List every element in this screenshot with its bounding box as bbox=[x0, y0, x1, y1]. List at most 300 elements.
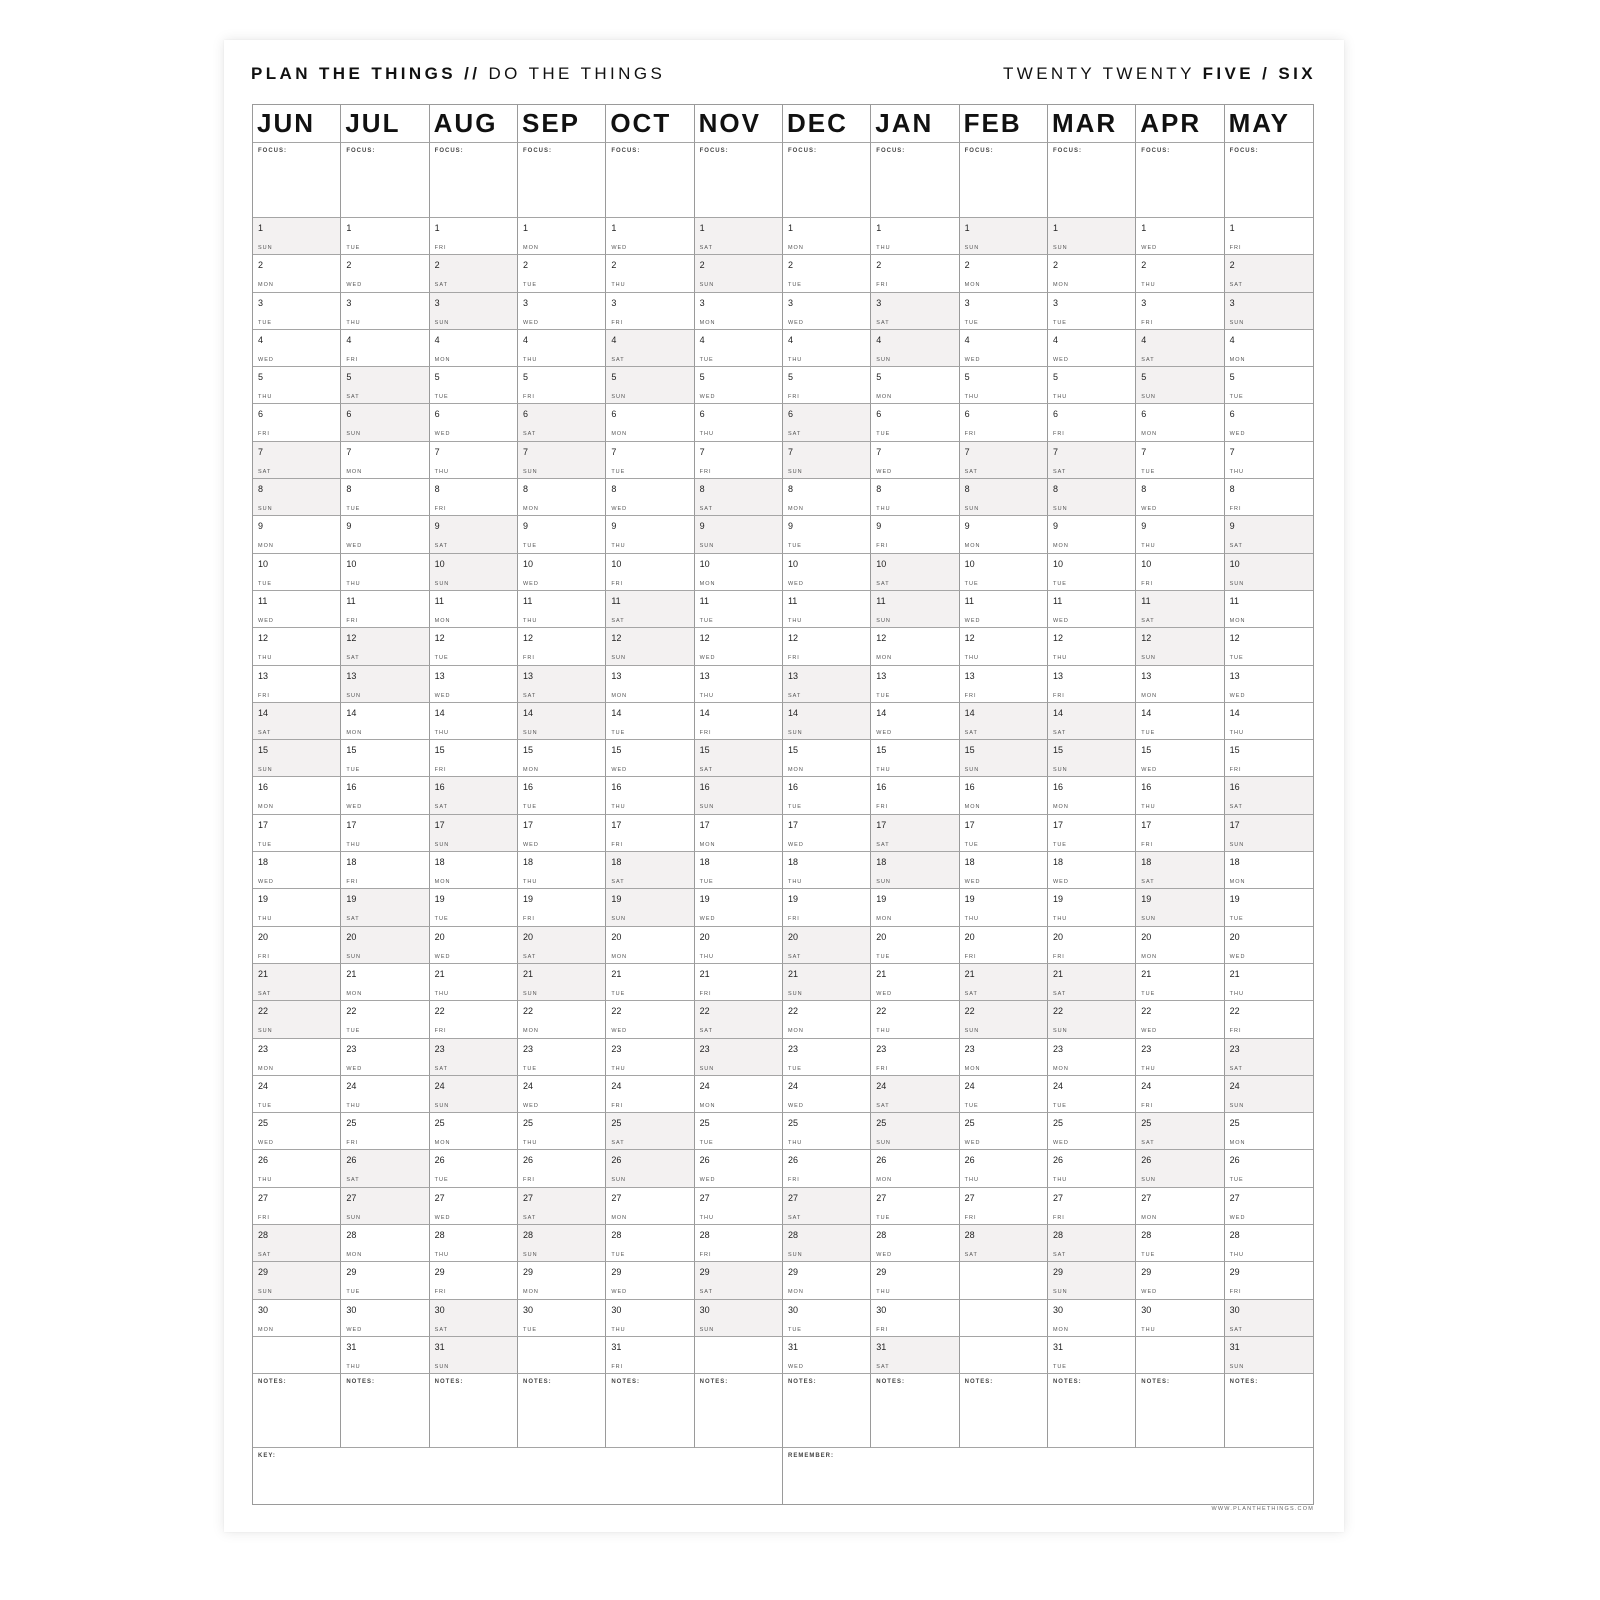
day-cell[interactable] bbox=[1225, 1076, 1313, 1113]
notes-box-dec[interactable] bbox=[783, 1374, 871, 1448]
day-cell[interactable] bbox=[1048, 852, 1136, 889]
day-cell[interactable] bbox=[518, 628, 606, 665]
day-cell[interactable] bbox=[783, 1150, 871, 1187]
day-cell[interactable] bbox=[606, 516, 694, 553]
day-cell[interactable] bbox=[1225, 293, 1313, 330]
day-cell[interactable] bbox=[606, 666, 694, 703]
day-cell[interactable] bbox=[1136, 404, 1224, 441]
focus-box-aug[interactable] bbox=[430, 143, 518, 218]
day-cell[interactable] bbox=[1225, 964, 1313, 1001]
day-cell[interactable] bbox=[783, 516, 871, 553]
day-cell[interactable] bbox=[253, 964, 341, 1001]
day-cell[interactable] bbox=[783, 330, 871, 367]
day-cell[interactable] bbox=[1225, 1113, 1313, 1150]
day-cell[interactable] bbox=[606, 1188, 694, 1225]
day-cell[interactable] bbox=[1225, 479, 1313, 516]
day-cell[interactable] bbox=[1225, 404, 1313, 441]
day-cell[interactable] bbox=[960, 367, 1048, 404]
day-cell[interactable] bbox=[606, 889, 694, 926]
day-cell[interactable] bbox=[1136, 703, 1224, 740]
day-cell[interactable] bbox=[783, 1225, 871, 1262]
day-cell[interactable] bbox=[1225, 777, 1313, 814]
day-cell[interactable] bbox=[430, 442, 518, 479]
day-cell[interactable] bbox=[606, 1039, 694, 1076]
day-cell[interactable] bbox=[518, 740, 606, 777]
day-cell[interactable] bbox=[1048, 516, 1136, 553]
day-cell[interactable] bbox=[518, 554, 606, 591]
day-cell[interactable] bbox=[1225, 516, 1313, 553]
day-cell[interactable] bbox=[518, 330, 606, 367]
day-cell[interactable] bbox=[695, 852, 783, 889]
day-cell[interactable] bbox=[695, 1039, 783, 1076]
day-cell[interactable] bbox=[783, 218, 871, 255]
day-cell[interactable] bbox=[606, 777, 694, 814]
day-cell[interactable] bbox=[1136, 293, 1224, 330]
day-cell[interactable] bbox=[253, 1039, 341, 1076]
day-cell[interactable] bbox=[253, 1300, 341, 1337]
day-cell[interactable] bbox=[430, 740, 518, 777]
day-cell[interactable] bbox=[1048, 777, 1136, 814]
day-cell[interactable] bbox=[606, 554, 694, 591]
day-cell[interactable] bbox=[253, 1113, 341, 1150]
day-cell[interactable] bbox=[606, 404, 694, 441]
notes-box-feb[interactable] bbox=[960, 1374, 1048, 1448]
focus-box-jan[interactable] bbox=[871, 143, 959, 218]
notes-box-sep[interactable] bbox=[518, 1374, 606, 1448]
day-cell[interactable] bbox=[341, 889, 429, 926]
day-cell[interactable] bbox=[430, 293, 518, 330]
day-cell[interactable] bbox=[606, 479, 694, 516]
day-cell[interactable] bbox=[695, 740, 783, 777]
day-cell[interactable] bbox=[341, 815, 429, 852]
day-cell[interactable] bbox=[430, 367, 518, 404]
day-cell[interactable] bbox=[960, 479, 1048, 516]
day-cell[interactable] bbox=[606, 1150, 694, 1187]
day-cell[interactable] bbox=[341, 777, 429, 814]
day-cell[interactable] bbox=[871, 777, 959, 814]
day-cell[interactable] bbox=[1048, 1262, 1136, 1299]
day-cell[interactable] bbox=[1048, 1188, 1136, 1225]
day-cell[interactable] bbox=[1225, 1001, 1313, 1038]
day-cell[interactable] bbox=[1136, 1262, 1224, 1299]
day-cell[interactable] bbox=[1136, 852, 1224, 889]
day-cell[interactable] bbox=[1225, 889, 1313, 926]
day-cell[interactable] bbox=[341, 218, 429, 255]
day-cell[interactable] bbox=[606, 1113, 694, 1150]
day-cell[interactable] bbox=[606, 815, 694, 852]
day-cell[interactable] bbox=[695, 889, 783, 926]
day-cell[interactable] bbox=[1048, 442, 1136, 479]
day-cell[interactable] bbox=[341, 1337, 429, 1374]
day-cell[interactable] bbox=[960, 815, 1048, 852]
day-cell[interactable] bbox=[1048, 1225, 1136, 1262]
day-cell[interactable] bbox=[960, 293, 1048, 330]
day-cell[interactable] bbox=[606, 740, 694, 777]
day-cell[interactable] bbox=[518, 1113, 606, 1150]
day-cell[interactable] bbox=[783, 740, 871, 777]
day-cell[interactable] bbox=[341, 404, 429, 441]
day-cell[interactable] bbox=[430, 964, 518, 1001]
day-cell[interactable] bbox=[783, 404, 871, 441]
day-cell[interactable] bbox=[1048, 255, 1136, 292]
day-cell[interactable] bbox=[253, 666, 341, 703]
day-cell[interactable] bbox=[871, 703, 959, 740]
day-cell[interactable] bbox=[695, 964, 783, 1001]
day-cell[interactable] bbox=[518, 367, 606, 404]
day-cell[interactable] bbox=[695, 330, 783, 367]
day-cell[interactable] bbox=[1225, 1225, 1313, 1262]
day-cell[interactable] bbox=[253, 442, 341, 479]
day-cell[interactable] bbox=[871, 255, 959, 292]
day-cell[interactable] bbox=[430, 1113, 518, 1150]
day-cell[interactable] bbox=[253, 255, 341, 292]
day-cell[interactable] bbox=[1136, 1039, 1224, 1076]
day-cell[interactable] bbox=[1136, 442, 1224, 479]
day-cell[interactable] bbox=[783, 1039, 871, 1076]
day-cell[interactable] bbox=[871, 666, 959, 703]
day-cell[interactable] bbox=[341, 852, 429, 889]
day-cell[interactable] bbox=[783, 1188, 871, 1225]
day-cell[interactable] bbox=[960, 1001, 1048, 1038]
day-cell[interactable] bbox=[960, 1039, 1048, 1076]
day-cell[interactable] bbox=[871, 1262, 959, 1299]
day-cell[interactable] bbox=[1048, 330, 1136, 367]
day-cell[interactable] bbox=[1136, 516, 1224, 553]
day-cell[interactable] bbox=[960, 777, 1048, 814]
day-cell[interactable] bbox=[960, 889, 1048, 926]
day-cell[interactable] bbox=[430, 628, 518, 665]
notes-box-aug[interactable] bbox=[430, 1374, 518, 1448]
day-cell[interactable] bbox=[341, 740, 429, 777]
day-cell[interactable] bbox=[606, 1076, 694, 1113]
day-cell[interactable] bbox=[341, 666, 429, 703]
day-cell[interactable] bbox=[518, 1188, 606, 1225]
day-cell[interactable] bbox=[606, 255, 694, 292]
day-cell[interactable] bbox=[430, 1039, 518, 1076]
day-cell[interactable] bbox=[518, 1039, 606, 1076]
day-cell[interactable] bbox=[1048, 554, 1136, 591]
day-cell[interactable] bbox=[960, 218, 1048, 255]
day-cell[interactable] bbox=[253, 479, 341, 516]
day-cell[interactable] bbox=[1225, 367, 1313, 404]
day-cell[interactable] bbox=[341, 442, 429, 479]
day-cell[interactable] bbox=[1048, 1337, 1136, 1374]
day-cell[interactable] bbox=[783, 479, 871, 516]
day-cell[interactable] bbox=[518, 1300, 606, 1337]
day-cell[interactable] bbox=[518, 852, 606, 889]
day-cell[interactable] bbox=[430, 218, 518, 255]
day-cell[interactable] bbox=[783, 927, 871, 964]
day-cell[interactable] bbox=[695, 1188, 783, 1225]
day-cell[interactable] bbox=[1136, 591, 1224, 628]
day-cell[interactable] bbox=[1136, 1225, 1224, 1262]
day-cell[interactable] bbox=[695, 293, 783, 330]
day-cell[interactable] bbox=[1136, 554, 1224, 591]
day-cell[interactable] bbox=[1225, 1188, 1313, 1225]
day-cell[interactable] bbox=[1225, 1262, 1313, 1299]
day-cell[interactable] bbox=[518, 1076, 606, 1113]
day-cell[interactable] bbox=[518, 927, 606, 964]
day-cell[interactable] bbox=[1225, 1300, 1313, 1337]
day-cell[interactable] bbox=[960, 1113, 1048, 1150]
day-cell[interactable] bbox=[1225, 815, 1313, 852]
notes-box-apr[interactable] bbox=[1136, 1374, 1224, 1448]
day-cell[interactable] bbox=[253, 591, 341, 628]
day-cell[interactable] bbox=[518, 404, 606, 441]
day-cell[interactable] bbox=[783, 1113, 871, 1150]
day-cell[interactable] bbox=[871, 1113, 959, 1150]
day-cell[interactable] bbox=[606, 591, 694, 628]
day-cell[interactable] bbox=[1136, 330, 1224, 367]
day-cell[interactable] bbox=[518, 516, 606, 553]
day-cell[interactable] bbox=[606, 218, 694, 255]
day-cell[interactable] bbox=[430, 1188, 518, 1225]
day-cell[interactable] bbox=[871, 330, 959, 367]
day-cell[interactable] bbox=[1048, 218, 1136, 255]
day-cell[interactable] bbox=[695, 927, 783, 964]
day-cell[interactable] bbox=[871, 591, 959, 628]
day-cell[interactable] bbox=[695, 479, 783, 516]
day-cell[interactable] bbox=[960, 255, 1048, 292]
day-cell[interactable] bbox=[695, 666, 783, 703]
day-cell[interactable] bbox=[253, 740, 341, 777]
day-cell[interactable] bbox=[430, 852, 518, 889]
day-cell[interactable] bbox=[695, 218, 783, 255]
day-cell[interactable] bbox=[1048, 1039, 1136, 1076]
day-cell[interactable] bbox=[783, 255, 871, 292]
day-cell[interactable] bbox=[871, 1337, 959, 1374]
day-cell[interactable] bbox=[1136, 1188, 1224, 1225]
day-cell[interactable] bbox=[960, 330, 1048, 367]
day-cell[interactable] bbox=[695, 1113, 783, 1150]
day-cell[interactable] bbox=[783, 666, 871, 703]
day-cell[interactable] bbox=[430, 1225, 518, 1262]
day-cell[interactable] bbox=[695, 1300, 783, 1337]
day-cell[interactable] bbox=[430, 591, 518, 628]
day-cell[interactable] bbox=[695, 516, 783, 553]
remember-box[interactable] bbox=[783, 1448, 1313, 1504]
day-cell[interactable] bbox=[783, 293, 871, 330]
day-cell[interactable] bbox=[518, 218, 606, 255]
day-cell[interactable] bbox=[871, 404, 959, 441]
day-cell[interactable] bbox=[960, 666, 1048, 703]
focus-box-feb[interactable] bbox=[960, 143, 1048, 218]
day-cell[interactable] bbox=[783, 815, 871, 852]
day-cell[interactable] bbox=[253, 293, 341, 330]
day-cell[interactable] bbox=[430, 554, 518, 591]
day-cell[interactable] bbox=[1048, 740, 1136, 777]
day-cell[interactable] bbox=[1225, 554, 1313, 591]
day-cell[interactable] bbox=[430, 330, 518, 367]
day-cell[interactable] bbox=[960, 1188, 1048, 1225]
day-cell[interactable] bbox=[253, 1225, 341, 1262]
day-cell[interactable] bbox=[430, 1262, 518, 1299]
day-cell[interactable] bbox=[695, 1262, 783, 1299]
day-cell[interactable] bbox=[1048, 404, 1136, 441]
day-cell[interactable] bbox=[1225, 1039, 1313, 1076]
day-cell[interactable] bbox=[1136, 889, 1224, 926]
day-cell[interactable] bbox=[695, 255, 783, 292]
day-cell[interactable] bbox=[430, 1150, 518, 1187]
day-cell[interactable] bbox=[430, 479, 518, 516]
day-cell[interactable] bbox=[960, 591, 1048, 628]
day-cell[interactable] bbox=[783, 1001, 871, 1038]
day-cell[interactable] bbox=[1225, 591, 1313, 628]
day-cell[interactable] bbox=[960, 1076, 1048, 1113]
day-cell[interactable] bbox=[783, 367, 871, 404]
day-cell[interactable] bbox=[1225, 218, 1313, 255]
day-cell[interactable] bbox=[341, 255, 429, 292]
day-cell[interactable] bbox=[1136, 927, 1224, 964]
day-cell[interactable] bbox=[341, 1076, 429, 1113]
day-cell[interactable] bbox=[695, 777, 783, 814]
notes-box-jul[interactable] bbox=[341, 1374, 429, 1448]
day-cell[interactable] bbox=[341, 1113, 429, 1150]
day-cell[interactable] bbox=[341, 1150, 429, 1187]
day-cell[interactable] bbox=[341, 1300, 429, 1337]
day-cell[interactable] bbox=[1136, 479, 1224, 516]
day-cell[interactable] bbox=[871, 889, 959, 926]
day-cell[interactable] bbox=[518, 479, 606, 516]
day-cell[interactable] bbox=[253, 1076, 341, 1113]
day-cell[interactable] bbox=[606, 367, 694, 404]
focus-box-jun[interactable] bbox=[253, 143, 341, 218]
day-cell[interactable] bbox=[341, 927, 429, 964]
day-cell[interactable] bbox=[253, 404, 341, 441]
day-cell[interactable] bbox=[695, 442, 783, 479]
notes-box-mar[interactable] bbox=[1048, 1374, 1136, 1448]
day-cell[interactable] bbox=[695, 815, 783, 852]
day-cell[interactable] bbox=[341, 516, 429, 553]
day-cell[interactable] bbox=[1136, 218, 1224, 255]
focus-box-apr[interactable] bbox=[1136, 143, 1224, 218]
day-cell[interactable] bbox=[871, 1188, 959, 1225]
day-cell[interactable] bbox=[606, 927, 694, 964]
day-cell[interactable] bbox=[695, 591, 783, 628]
day-cell[interactable] bbox=[430, 889, 518, 926]
day-cell[interactable] bbox=[871, 1039, 959, 1076]
day-cell[interactable] bbox=[783, 1262, 871, 1299]
day-cell[interactable] bbox=[518, 591, 606, 628]
day-cell[interactable] bbox=[253, 889, 341, 926]
day-cell[interactable] bbox=[253, 777, 341, 814]
day-cell[interactable] bbox=[341, 628, 429, 665]
day-cell[interactable] bbox=[341, 1262, 429, 1299]
notes-box-nov[interactable] bbox=[695, 1374, 783, 1448]
day-cell[interactable] bbox=[960, 852, 1048, 889]
day-cell[interactable] bbox=[1048, 1300, 1136, 1337]
day-cell[interactable] bbox=[1225, 1337, 1313, 1374]
day-cell[interactable] bbox=[518, 255, 606, 292]
day-cell[interactable] bbox=[253, 1262, 341, 1299]
day-cell[interactable] bbox=[606, 442, 694, 479]
day-cell[interactable] bbox=[1225, 1150, 1313, 1187]
day-cell[interactable] bbox=[430, 404, 518, 441]
day-cell[interactable] bbox=[783, 591, 871, 628]
day-cell[interactable] bbox=[253, 516, 341, 553]
day-cell[interactable] bbox=[1136, 628, 1224, 665]
day-cell[interactable] bbox=[1136, 815, 1224, 852]
focus-box-nov[interactable] bbox=[695, 143, 783, 218]
day-cell[interactable] bbox=[1048, 889, 1136, 926]
day-cell[interactable] bbox=[871, 1001, 959, 1038]
day-cell[interactable] bbox=[960, 703, 1048, 740]
focus-box-mar[interactable] bbox=[1048, 143, 1136, 218]
day-cell[interactable] bbox=[341, 1225, 429, 1262]
day-cell[interactable] bbox=[253, 1001, 341, 1038]
day-cell[interactable] bbox=[606, 293, 694, 330]
day-cell[interactable] bbox=[1225, 852, 1313, 889]
day-cell[interactable] bbox=[695, 554, 783, 591]
day-cell[interactable] bbox=[606, 1262, 694, 1299]
day-cell[interactable] bbox=[518, 666, 606, 703]
day-cell[interactable] bbox=[1136, 1076, 1224, 1113]
day-cell[interactable] bbox=[341, 1039, 429, 1076]
day-cell[interactable] bbox=[1048, 293, 1136, 330]
day-cell[interactable] bbox=[1136, 964, 1224, 1001]
day-cell[interactable] bbox=[871, 293, 959, 330]
day-cell[interactable] bbox=[1048, 591, 1136, 628]
day-cell[interactable] bbox=[430, 1076, 518, 1113]
focus-box-may[interactable] bbox=[1225, 143, 1313, 218]
day-cell[interactable] bbox=[960, 1150, 1048, 1187]
day-cell[interactable] bbox=[783, 628, 871, 665]
day-cell[interactable] bbox=[783, 777, 871, 814]
day-cell[interactable] bbox=[518, 1150, 606, 1187]
day-cell[interactable] bbox=[518, 964, 606, 1001]
day-cell[interactable] bbox=[1225, 703, 1313, 740]
day-cell[interactable] bbox=[606, 330, 694, 367]
day-cell[interactable] bbox=[871, 218, 959, 255]
day-cell[interactable] bbox=[1136, 367, 1224, 404]
day-cell[interactable] bbox=[1225, 740, 1313, 777]
day-cell[interactable] bbox=[960, 404, 1048, 441]
day-cell[interactable] bbox=[1136, 777, 1224, 814]
day-cell[interactable] bbox=[341, 703, 429, 740]
day-cell[interactable] bbox=[430, 255, 518, 292]
day-cell[interactable] bbox=[1048, 367, 1136, 404]
day-cell[interactable] bbox=[606, 964, 694, 1001]
day-cell[interactable] bbox=[783, 852, 871, 889]
day-cell[interactable] bbox=[1048, 1001, 1136, 1038]
day-cell[interactable] bbox=[1225, 255, 1313, 292]
day-cell[interactable] bbox=[871, 1076, 959, 1113]
day-cell[interactable] bbox=[253, 330, 341, 367]
day-cell[interactable] bbox=[960, 554, 1048, 591]
day-cell[interactable] bbox=[253, 703, 341, 740]
day-cell[interactable] bbox=[871, 554, 959, 591]
day-cell[interactable] bbox=[253, 367, 341, 404]
day-cell[interactable] bbox=[341, 293, 429, 330]
day-cell[interactable] bbox=[341, 554, 429, 591]
day-cell[interactable] bbox=[253, 1150, 341, 1187]
day-cell[interactable] bbox=[253, 852, 341, 889]
day-cell[interactable] bbox=[871, 1300, 959, 1337]
day-cell[interactable] bbox=[430, 777, 518, 814]
day-cell[interactable] bbox=[253, 927, 341, 964]
day-cell[interactable] bbox=[1048, 1113, 1136, 1150]
day-cell[interactable] bbox=[783, 889, 871, 926]
day-cell[interactable] bbox=[1225, 442, 1313, 479]
day-cell[interactable] bbox=[871, 815, 959, 852]
day-cell[interactable] bbox=[1136, 740, 1224, 777]
day-cell[interactable] bbox=[518, 777, 606, 814]
day-cell[interactable] bbox=[1048, 1150, 1136, 1187]
focus-box-jul[interactable] bbox=[341, 143, 429, 218]
focus-box-sep[interactable] bbox=[518, 143, 606, 218]
day-cell[interactable] bbox=[871, 628, 959, 665]
day-cell[interactable] bbox=[518, 1001, 606, 1038]
